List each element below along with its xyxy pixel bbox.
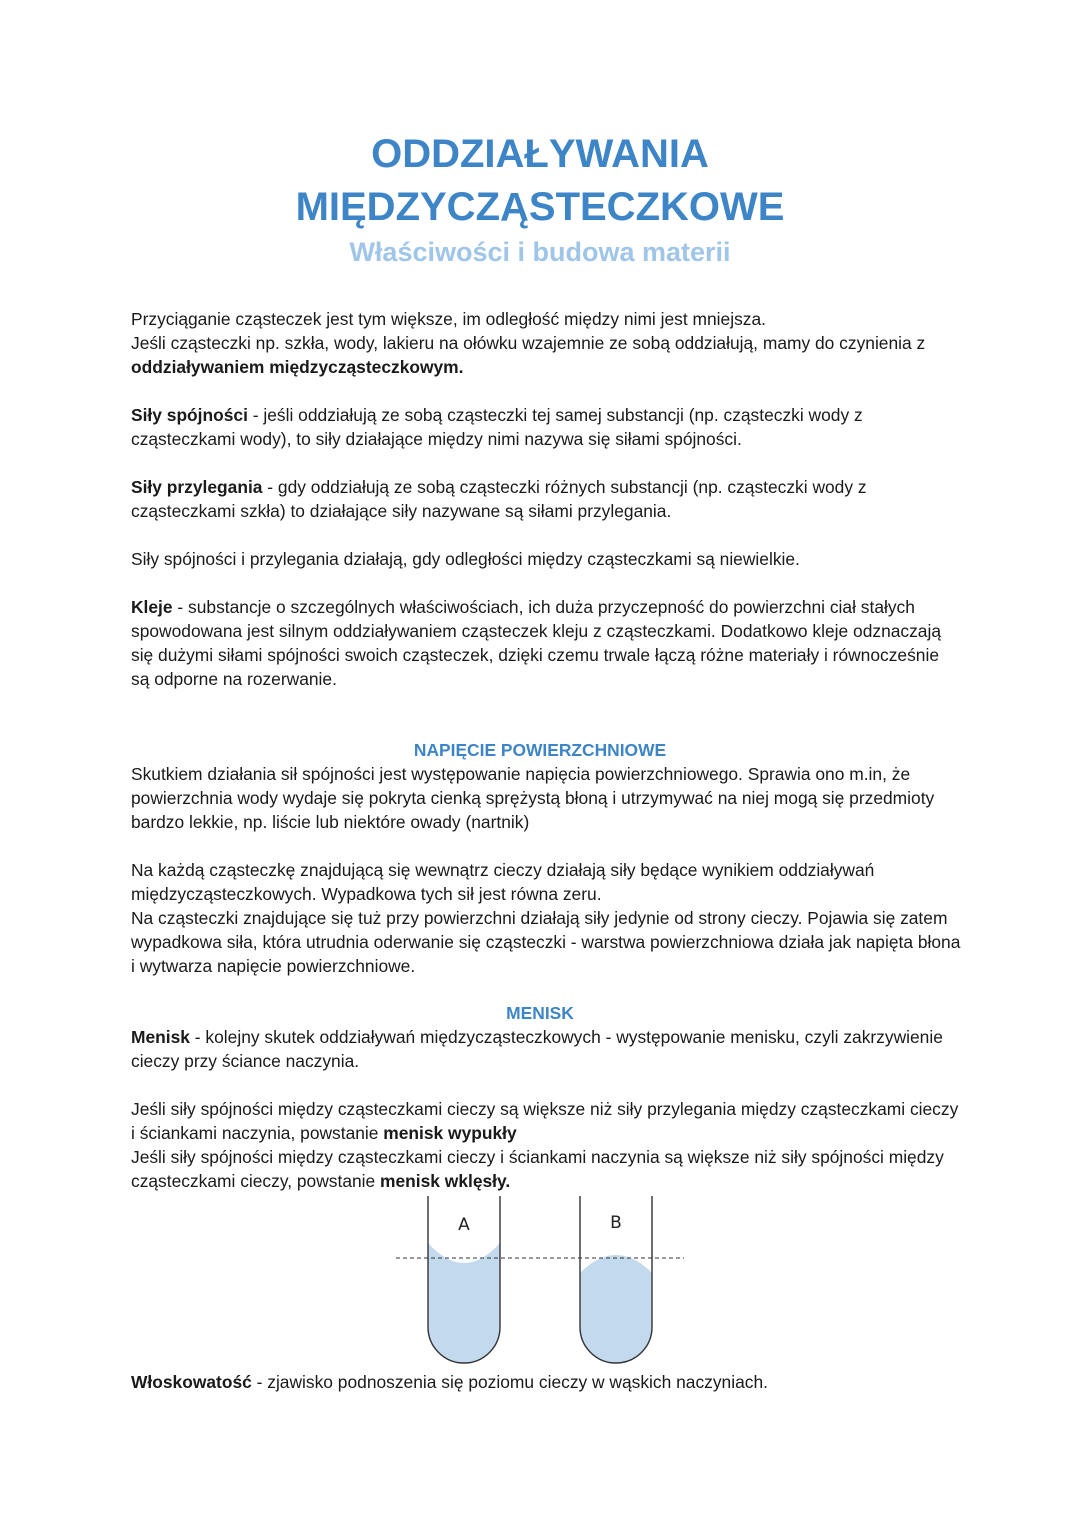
concave-meniscus-text: Jeśli siły spójności między cząsteczkami cieczy i ściankami naczynia są większe niż siły spójności między cząsteczkami cieczy, powstanie menisk wklęsły.: [131, 1147, 944, 1191]
concave-meniscus-term: menisk wklęsły.: [380, 1171, 511, 1191]
page-subtitle: Właściwości i budowa materii: [349, 237, 731, 267]
meniscus-definition: - kolejny skutek oddziaływań międzycząsteczkowych - występowanie menisku, czyli zakrzywienie cieczy przy ściance naczynia.: [131, 1027, 943, 1071]
tube-b-label: B: [610, 1213, 622, 1233]
tube-b-liquid: [580, 1255, 652, 1363]
page-title-line-2: MIĘDZYCZĄSTECZKOWE: [295, 185, 785, 229]
adhesion-paragraph: [131, 475, 961, 523]
cohesion-paragraph: [131, 403, 961, 451]
convex-meniscus-term: menisk wypukły: [383, 1123, 517, 1143]
adhesion-definition: - gdy oddziałują ze sobą cząsteczki różnych substancji (np. cząsteczki wody z cząsteczkami szkła) to działające siły nazywane są siłami przylegania.: [131, 477, 867, 521]
surface-tension-paragraph-1: Skutkiem działania sił spójności jest występowanie napięcia powierzchniowego. Sprawia ono m.in, że powierzchnia wody wydaje się pokryta cienką sprężystą błoną i utrzymywać na niej mogą się przedmioty bardzo lekkie, np. liście lub niektóre owady (nartnik): [131, 764, 935, 832]
tube-b: [580, 1196, 652, 1363]
cohesion-term: Siły spójności: [131, 405, 248, 425]
surface-tension-inner-forces: Na każdą cząsteczkę znajdującą się wewnątrz cieczy działają siły będące wynikiem oddziaływań międzycząsteczkowych. Wypadkowa tych sił jest równa zeru.: [131, 860, 875, 904]
intro-paragraph: [131, 307, 961, 379]
surface-tension-surface-forces: Na cząsteczki znajdujące się tuż przy powierzchni działają siły jedynie od strony cieczy. Pojawia się zatem wypadkowa siła, która utrudnia oderwanie się cząsteczki - warstwa powierzchniowa działa jak napięta błona i wytwarza napięcie powierzchniowe.: [131, 908, 961, 976]
surface-tension-heading: NAPIĘCIE POWIERZCHNIOWE: [413, 740, 667, 760]
capillarity-definition: - zjawisko podnoszenia się poziomu cieczy w wąskich naczyniach.: [251, 1372, 768, 1392]
intermolecular-term: oddziaływaniem międzycząsteczkowym.: [131, 357, 464, 377]
meniscus-heading: MENISK: [506, 1003, 574, 1023]
glues-definition: - substancje o szczególnych właściwościach, ich duża przyczepność do powierzchni ciał stałych spowodowana jest silnym oddziaływaniem cząsteczek kleju z cząsteczkami. Dodatkowo kleje odznaczają się dużymi siłami spójności swoich cząsteczek, dzięki czemu trwale łączą różne materiały i równocześnie są odporne na rozerwanie.: [131, 597, 942, 689]
tube-a: [428, 1196, 500, 1363]
surface-tension-paragraph-2: [131, 858, 961, 978]
intro-line-2: Jeśli cząsteczki np. szkła, wody, lakieru na ołówku wzajemnie ze sobą oddziałują, mamy do czynienia z oddziaływaniem międzycząsteczkowym.: [131, 333, 926, 377]
page-title-line-1: ODDZIAŁYWANIA: [371, 132, 709, 176]
meniscus-diagram: [392, 1193, 688, 1369]
convex-meniscus-text: Jeśli siły spójności między cząsteczkami cieczy są większe niż siły przylegania między cząsteczkami cieczy i ściankami naczynia, powstanie menisk wypukły: [131, 1099, 959, 1143]
cohesion-definition: - jeśli oddziałują ze sobą cząsteczki tej samej substancji (np. cząsteczki wody z cząsteczkami wody), to siły działające między nimi nazywa się siłami spójności.: [131, 405, 863, 449]
intro-line-1: Przyciąganie cząsteczek jest tym większe, im odległość między nimi jest mniejsza.: [131, 309, 766, 329]
meniscus-types-paragraph: [131, 1097, 961, 1193]
meniscus-term: Menisk: [131, 1027, 190, 1047]
adhesion-term: Siły przylegania: [131, 477, 263, 497]
tube-a-label: A: [458, 1215, 470, 1235]
glues-term: Kleje: [131, 597, 173, 617]
meniscus-paragraph: [131, 1025, 961, 1073]
range-note: Siły spójności i przylegania działają, gdy odległości między cząsteczkami są niewielkie.: [131, 549, 800, 569]
capillarity-paragraph: [131, 1370, 961, 1394]
tube-a-liquid: [428, 1243, 500, 1363]
capillarity-term: Włoskowatość: [131, 1372, 252, 1392]
glues-paragraph: [131, 595, 961, 691]
